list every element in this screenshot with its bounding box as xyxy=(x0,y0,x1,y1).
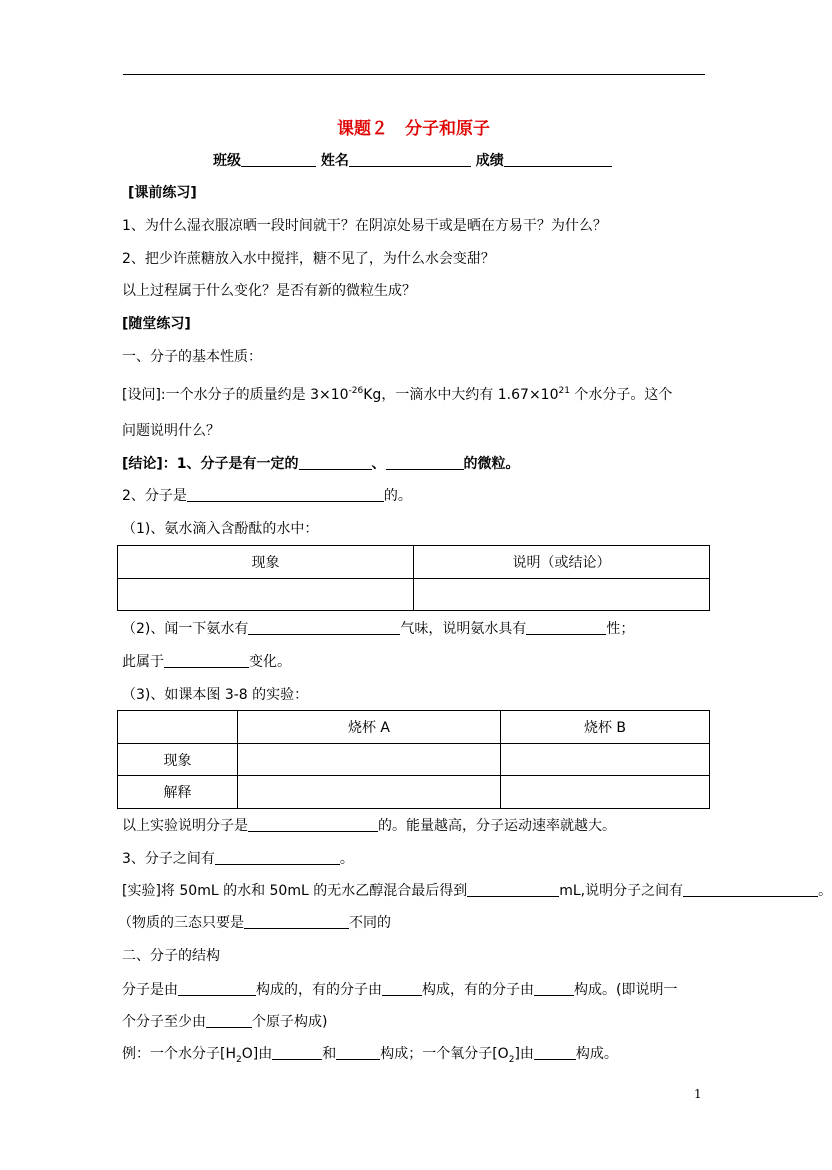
experiment-1-label: （1)、氨水滴入含酚酞的水中： xyxy=(122,521,319,537)
structure-blank-1[interactable] xyxy=(178,981,256,996)
change-blank[interactable] xyxy=(164,653,249,668)
example-text-e: ]由 xyxy=(514,1046,534,1062)
ask-line xyxy=(122,386,672,404)
table-2-row-phenomenon: 现象 xyxy=(118,744,238,776)
structure-text-a: 分子是由 xyxy=(122,982,178,998)
table-2-corner xyxy=(118,711,238,744)
structure-text-f: 个原子构成) xyxy=(252,1014,328,1030)
table-experiment-3 xyxy=(117,710,710,809)
ask-text-c: 个水分子。这个 xyxy=(569,387,673,403)
page-number: 1 xyxy=(694,1087,702,1101)
states-blank[interactable] xyxy=(244,914,349,929)
states-text-a: （物质的三态只要是 xyxy=(118,915,244,931)
mixing-text-a: [实验]将 50mL 的水和 50mL 的无水乙醇混合最后得到 xyxy=(122,883,468,899)
point-3-text-a: 3、分子之间有 xyxy=(122,851,215,867)
table-1-header-conclusion: 说明（或结论） xyxy=(414,546,710,579)
conclusion-text-a: [结论]：1、分子是有一定的 xyxy=(122,456,299,472)
conclusion-blank-1[interactable] xyxy=(299,455,372,470)
ask-text-b: Kg，一滴水中大约有 1.67×10 xyxy=(363,387,559,403)
example-text-a: 例：一个水分子[H xyxy=(122,1046,236,1062)
score-blank[interactable] xyxy=(504,152,612,167)
table-2-header-beaker-b: 烧杯 B xyxy=(501,711,710,744)
exp-2-text-c: 性； xyxy=(606,621,635,637)
header-rule xyxy=(123,74,705,75)
point-3-blank[interactable] xyxy=(215,850,340,865)
example-text-f: 构成。 xyxy=(575,1046,618,1062)
conclusion-blank-2[interactable] xyxy=(386,455,464,470)
example-text-b: O]由 xyxy=(241,1046,273,1062)
ask-line-2: 问题说明什么？ xyxy=(122,423,220,439)
after-text-a: 以上实验说明分子是 xyxy=(122,818,248,834)
score-label: 成绩 xyxy=(475,153,504,169)
table-1-cell-phenomenon[interactable] xyxy=(118,579,414,611)
states-line xyxy=(118,914,391,932)
experiment-2-line xyxy=(122,620,634,638)
student-info-line xyxy=(213,152,612,170)
smell-blank[interactable] xyxy=(248,620,400,635)
property-blank[interactable] xyxy=(526,620,606,635)
conclusion-text-c: 的微粒。 xyxy=(463,456,520,472)
pre-question-2: 2、把少许蔗糖放入水中搅拌，糖不见了，为什么水会变甜？ xyxy=(122,251,495,267)
volume-blank[interactable] xyxy=(467,882,559,897)
structure-text-c: 构成，有的分子由 xyxy=(422,982,534,998)
example-blank-3[interactable] xyxy=(534,1045,576,1060)
states-text-b: 不同的 xyxy=(349,915,391,931)
example-blank-2[interactable] xyxy=(336,1045,380,1060)
after-blank[interactable] xyxy=(248,817,378,832)
structure-text-d: 构成。(即说明一 xyxy=(574,982,678,998)
structure-blank-2[interactable] xyxy=(382,981,422,996)
table-1-cell-conclusion[interactable] xyxy=(414,579,710,611)
ask-exponent-1: -26 xyxy=(348,386,364,396)
section-2-title: 二、分子的结构 xyxy=(122,948,220,964)
table-2-header-beaker-a: 烧杯 A xyxy=(238,711,501,744)
table-experiment-1 xyxy=(117,545,710,611)
experiment-2-line-2 xyxy=(122,653,291,671)
name-blank[interactable] xyxy=(349,152,471,167)
conclusion-sep: 、 xyxy=(371,456,386,472)
example-subscript-1: 2 xyxy=(236,1054,242,1065)
example-line xyxy=(122,1045,618,1069)
experiment-3-label: （3)、如课本图 3-8 的实验： xyxy=(122,687,309,703)
mixing-text-c: 。 xyxy=(818,883,832,899)
structure-line-1 xyxy=(122,981,677,999)
ask-text-a: [设问]:一个水分子的质量约是 3×10 xyxy=(122,387,349,403)
structure-blank-3[interactable] xyxy=(534,981,574,996)
example-text-d: 构成；一个氧分子[O xyxy=(380,1046,509,1062)
exp-2-text-a: （2)、闻一下氨水有 xyxy=(122,621,249,637)
class-heading: [随堂练习] xyxy=(122,316,191,332)
name-label: 姓名 xyxy=(320,153,349,169)
point-2-line xyxy=(122,487,412,505)
table-1-header-phenomenon: 现象 xyxy=(118,546,414,579)
pre-heading: [课前练习] xyxy=(128,185,197,201)
structure-line-2 xyxy=(122,1013,327,1031)
mixing-text-b: mL,说明分子之间有 xyxy=(559,883,684,899)
structure-text-e: 个分子至少由 xyxy=(122,1014,206,1030)
exp-2-text-d: 此属于 xyxy=(122,654,164,670)
structure-blank-4[interactable] xyxy=(206,1013,252,1028)
point-3-line xyxy=(122,850,354,868)
point-2-text-a: 2、分子是 xyxy=(122,488,187,504)
conclusion-line xyxy=(122,455,520,473)
example-subscript-2: 2 xyxy=(508,1054,515,1065)
page-title: 课题２ 分子和原子 xyxy=(337,119,490,139)
pre-question-3: 以上过程属于什么变化？是否有新的微粒生成？ xyxy=(122,283,416,299)
example-text-c: 和 xyxy=(322,1046,337,1062)
after-experiment-line xyxy=(122,817,616,835)
section-1-title: 一、分子的基本性质： xyxy=(122,349,262,365)
point-2-text-b: 的。 xyxy=(383,488,412,504)
exp-2-text-e: 变化。 xyxy=(249,654,291,670)
ask-exponent-2: 21 xyxy=(558,386,570,396)
pre-question-1: 1、为什么湿衣服凉晒一段时间就干？在阴凉处易干或是晒在方易干？为什么？ xyxy=(122,218,607,234)
table-2-cell-a-phenomenon[interactable] xyxy=(238,744,501,776)
class-label: 班级 xyxy=(213,153,241,169)
exp-2-text-b: 气味，说明氨水具有 xyxy=(400,621,527,637)
example-blank-1[interactable] xyxy=(272,1045,322,1060)
point-3-text-b: 。 xyxy=(339,851,354,867)
table-2-row-explanation: 解释 xyxy=(118,776,238,809)
mixing-experiment-line xyxy=(122,882,832,900)
table-2-cell-b-phenomenon[interactable] xyxy=(501,744,710,776)
after-text-b: 的。能量越高，分子运动速率就越大。 xyxy=(378,818,616,834)
structure-text-b: 构成的，有的分子由 xyxy=(256,982,382,998)
class-blank[interactable] xyxy=(241,152,316,167)
point-2-blank[interactable] xyxy=(187,487,384,502)
table-2-cell-a-explanation[interactable] xyxy=(238,776,501,809)
gap-blank[interactable] xyxy=(683,882,818,897)
table-2-cell-b-explanation[interactable] xyxy=(501,776,710,809)
